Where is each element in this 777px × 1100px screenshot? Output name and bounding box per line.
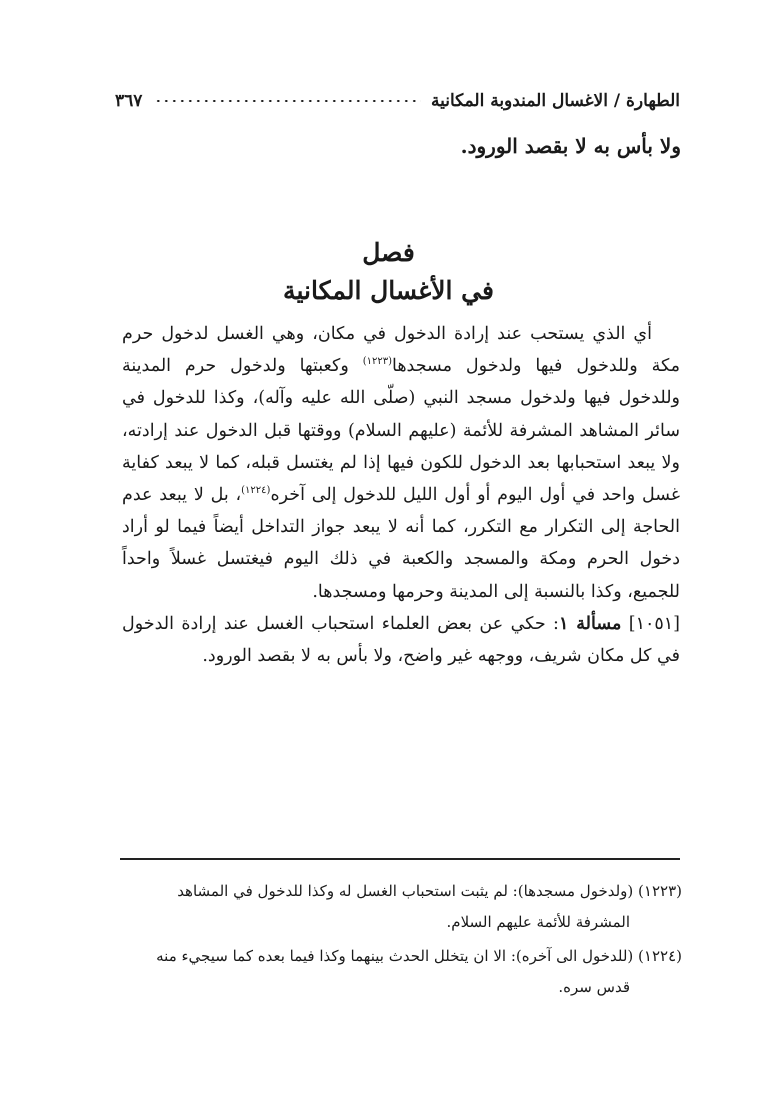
- section-heading: فصل: [362, 238, 415, 267]
- main-text: [122, 318, 680, 672]
- header-leader-dots: [152, 100, 421, 102]
- footnote: [130, 876, 682, 938]
- footnote-continuation: المشرفة للأئمة عليهم السلام.: [446, 913, 630, 931]
- intro-text-c: ، بل لا يبعد عدم الحاجة إلى التكرار مع التكرر، كما أنه لا يبعد جواز التداخل أيضاً فيما لو أراد دخول الحرم ومكة والمسجد والكعبة في ذلك اليوم فيغتسل غسلاً واحداً للجميع، وكذا بالنسبة إلى المدينة وحرمها ومسجدها.: [122, 485, 680, 602]
- issue-text: : حكي عن بعض العلماء استحباب الغسل عند إرادة الدخول في كل مكان شريف، ووجهه غير واضح، ولا بأس به لا بقصد الورود.: [122, 613, 680, 667]
- carried-over-sentence: ولا بأس به لا بقصد الورود.: [460, 134, 681, 158]
- page-number: ٣٦٧: [115, 91, 143, 111]
- footnote: [130, 941, 682, 1003]
- footnote-divider: [120, 858, 680, 860]
- issue-paragraph: [122, 608, 680, 672]
- intro-text-a: أي الذي يستحب عند إرادة الدخول في مكان، وهي الغسل لدخول حرم مكة وللدخول فيها ولدخول مسجدها: [122, 324, 680, 377]
- section-subheading: في الأغسال المكانية: [283, 276, 494, 305]
- footnote-text: (ولدخول مسجدها): لم يثبت استحباب الغسل له وكذا للدخول في المشاهد: [177, 882, 634, 900]
- footnote-number: (١٢٢٤): [638, 947, 682, 965]
- running-header: [115, 86, 680, 116]
- header-title: الطهارة / الاغسال المندوبة المكانية: [431, 91, 680, 111]
- issue-number: [١٠٥١]: [628, 613, 680, 634]
- intro-text-b: وكعبتها ولدخول حرم المدينة وللدخول فيها ولدخول مسجد النبي (صلّى الله عليه وآله)، وكذا للدخول في سائر المشاهد المشرفة للأئمة (عليهم السلام) ووقتها قبل الدخول عند إرادته، ولا يبعد استحبابها بعد الدخول للكون فيها إذا لم يغتسل قبله، كما لا يبعد كفاية غسل واحد في أول اليوم أو أول الليل للدخول إلى آخره: [122, 356, 680, 506]
- issue-label: مسألة ١: [558, 613, 622, 634]
- footnote-ref: (١٢٢٣): [362, 356, 392, 368]
- footnotes: [130, 876, 682, 1006]
- footnote-continuation: قدس سره.: [558, 978, 630, 996]
- intro-paragraph: [122, 318, 680, 608]
- footnote-ref: (١٢٢٤): [241, 485, 271, 497]
- footnote-text: (للدخول الى آخره): الا ان يتخلل الحدث بينهما وكذا فيما بعده كما سيجيء منه: [156, 947, 634, 965]
- footnote-number: (١٢٢٣): [638, 882, 682, 900]
